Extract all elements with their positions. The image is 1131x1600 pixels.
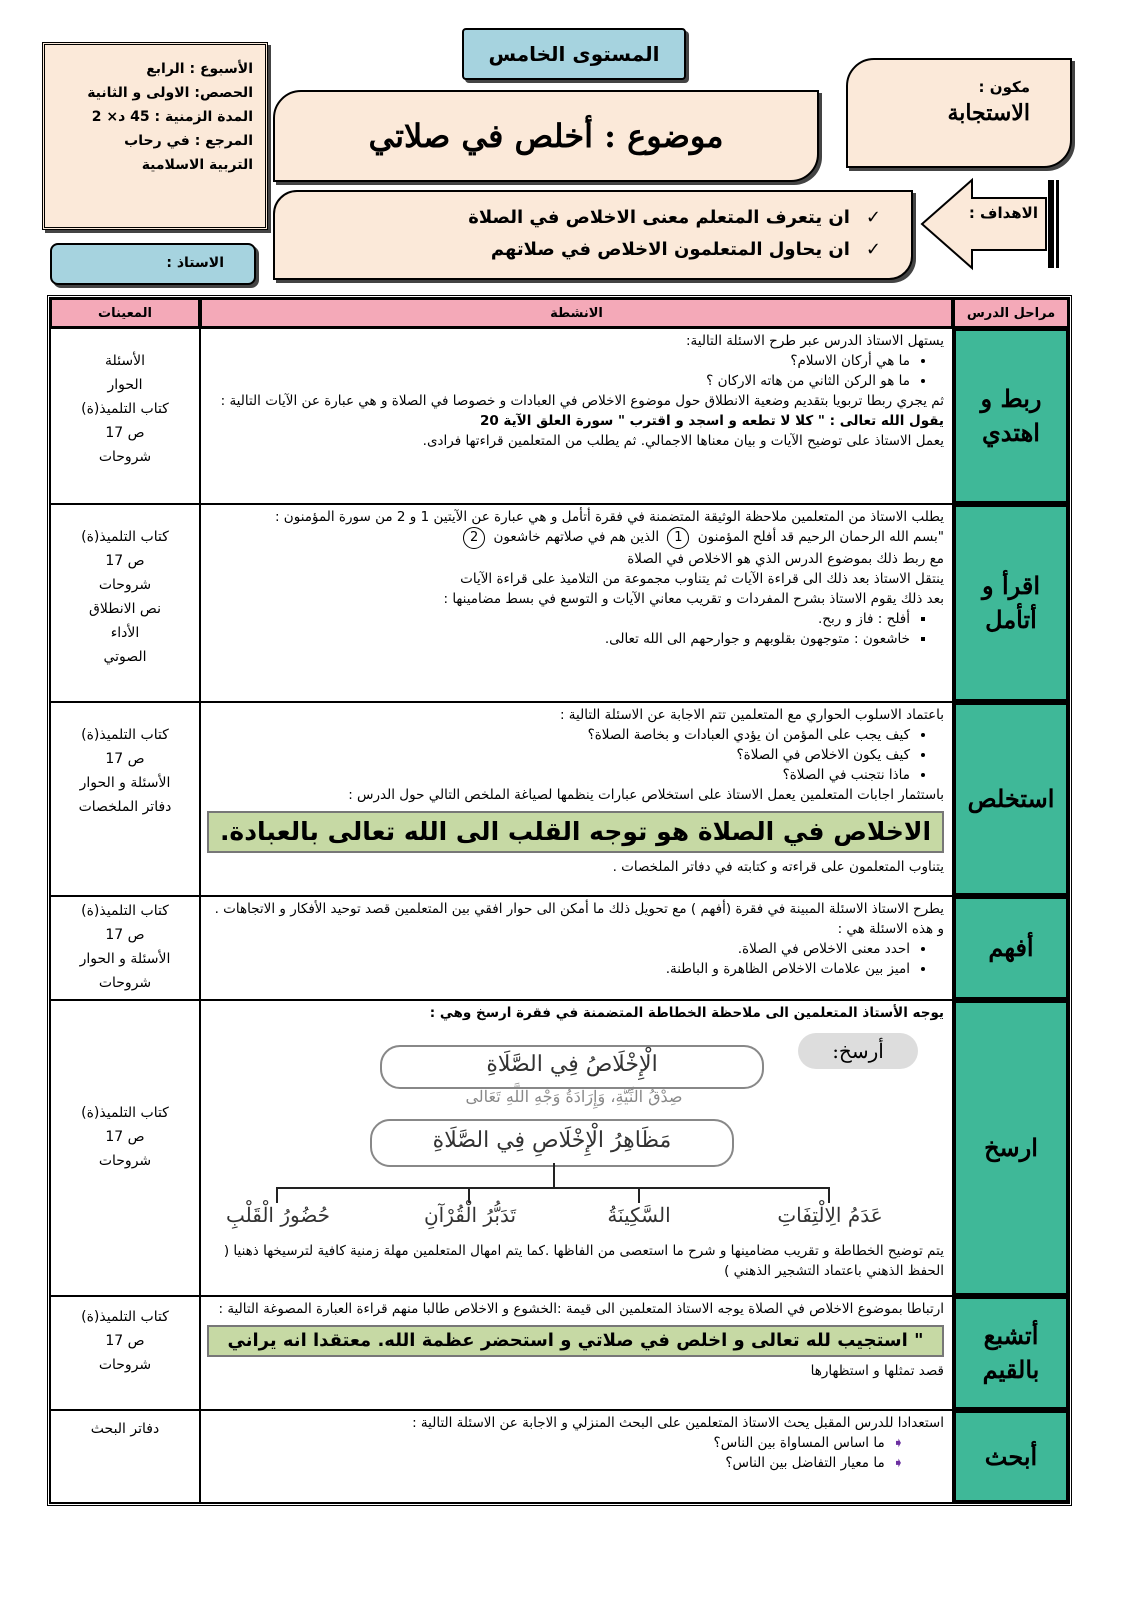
irsakh-badge: أرسخ: [798,1033,918,1069]
connector-line [276,1187,278,1203]
table-row [50,328,1069,504]
activities-cell: يوجه الأستاذ المتعلمين الى ملاحظة الخطاطة المتضمنة في فقرة ارسخ وهي : أرسخ: الْإِخْلَاصُ فِي الصَّلَاةِ صِدْقُ النِّيَّةِ، وَإِرَادَةُ وَجْهِ اللَّهِ تَعَالَى مَظَاهِرُ الْإِخْلَاصِ فِي الصَّلَاةِ عَدَمُ الِالْتِفَاتِ السَّكِينَةُ تَدَبُّرُ الْقُرْآنِ حُضُورُ الْقَلْبِ يتم توضيح الخطاطة و تقريب مضامينها و شرح ما استعصى من الفاظها .كما يتم امهال المتعلمين مهلة زمنية كافية لترسيخها ذهنيا ( الحفظ الذهني باعتماد التشجير الذهني ) [200,1000,953,1296]
connector-line [828,1187,830,1203]
verse-line: "بسم الله الرحمان الرحيم قد أفلح المؤمنون 1 الذين هم في صلاتهم خاشعون 2 [207,527,944,549]
list-item: ➧ما معيار التفاضل بين الناس؟ [725,1455,904,1471]
activities-cell: يستهل الاستاذ الدرس عبر طرح الاسئلة التالية: • ما هي أركان الاسلام؟ • ما هو الركن الثاني من هاته الاركان ؟ ثم يجري ربطا تربويا بتقديم وضعية الانطلاق حول موضوع الاخلاص في العبادات و خصوصا في الصلاة و هي عبارة عن الآيات التالية : يقول الله تعالى : " كلا لا تطعه و اسجد و اقترب " سورة العلق الآية 20 يعمل الاستاذ على توضيح الآيات و بيان معناها الاجمالي. ثم يطلب من المتعلمين قراءتها فرادى. [200,328,953,504]
connector-line [553,1163,555,1187]
component-box [846,58,1072,168]
stage-cell: استخلص [953,702,1069,896]
question-list [207,725,944,785]
connector-line [638,1187,640,1203]
left-arrow-icon [920,176,1062,272]
list-item: • ما هي أركان الاسلام؟ [207,351,910,371]
list-item: • كيف يكون الاخلاص في الصلاة؟ [207,745,910,765]
duration-line: المدة الزمنية : 45 د× 2 [91,109,253,125]
table-row [50,1000,1069,1296]
goals-label: الاهداف : [968,204,1038,222]
diagram-branch: عَدَمُ الِالْتِفَاتِ [777,1203,883,1227]
diagram-subtitle: مَظَاهِرُ الْإِخْلَاصِ فِي الصَّلَاةِ [370,1119,734,1167]
diagram-branch: حُضُورُ الْقَلْبِ [225,1203,331,1227]
resources-cell: دفاتر البحث [50,1410,200,1503]
irsakh-diagram [207,1031,944,1241]
topic-title: موضوع : أخلص في صلاتي [368,117,724,155]
diagram-title: الْإِخْلَاصُ فِي الصَّلَاةِ [380,1045,764,1089]
table-row [50,896,1069,1000]
lesson-table [47,295,1072,1506]
check-icon: ✓ [865,207,881,228]
sessions-line: الحصص: الاولى و الثانية [87,85,253,101]
table-row [50,504,1069,702]
header-activities: الانشطة [200,298,953,328]
list-item: ➧ما اساس المساواة بين الناس؟ [713,1435,904,1451]
level-box [462,28,686,80]
resources-cell: الأسئلة الحوار كتاب التلميذ(ة) ص 17 شروحات [50,328,200,504]
reference-line-1: المرجع : في رحاب [124,133,253,149]
level-text: المستوى الخامس [488,42,660,66]
week-line: الأسبوع : الرابع [146,61,253,77]
resources-cell: كتاب التلميذ(ة) ص 17 شروحات [50,1296,200,1410]
table-header [50,298,1069,328]
list-item: • ما هو الركن الثاني من هاته الاركان ؟ [207,371,910,391]
table-row [50,702,1069,896]
header-resources: المعينات [50,298,200,328]
teacher-box [50,243,256,285]
diagram-branch: السَّكِينَةُ [607,1203,671,1227]
component-value: الاستجابة [947,100,1030,126]
resources-cell: كتاب التلميذ(ة) ص 17 شروحات [50,1000,200,1296]
stage-cell: اقرأ و أتأمل [953,504,1069,702]
stage-cell: أتشبع بالقيم [953,1296,1069,1410]
topic-box [273,90,819,182]
activities-cell: يطرح الاستاذ الاسئلة المبينة في فقرة (أفهم ) مع تحويل ذلك ما أمكن الى حوار افقي بين المتعلمين قصد توحيد الأفكار و الاتجاهات . و هذه الاسئلة هي : • احدد معنى الاخلاص في الصلاة. • اميز بين علامات الاخلاص الظاهرة و الباطنة. [200,896,953,1000]
table-row [50,1410,1069,1503]
list-item: • ماذا نتجنب في الصلاة؟ [207,765,910,785]
list-item: ▪ أفلح : فاز و ربح. [207,609,910,629]
lesson-summary: الاخلاص في الصلاة هو توجه القلب الى الله تعالى بالعبادة. [207,811,944,853]
verse-number: 2 [463,527,485,549]
list-item: • كيف يجب على المؤمن ان يؤدي العبادات و بخاصة الصلاة؟ [207,725,910,745]
stage-cell: أبحث [953,1410,1069,1503]
header-stages: مراحل الدرس [953,298,1069,328]
question-list [207,351,944,391]
resources-cell: كتاب التلميذ(ة) ص 17 الأسئلة و الحوار شروحات [50,896,200,1000]
activities-cell: باعتماد الاسلوب الحواري مع المتعلمين تتم الاجابة عن الاسئلة التالية : • كيف يجب على المؤمن ان يؤدي العبادات و بخاصة الصلاة؟ • كيف يكون الاخلاص في الصلاة؟ • ماذا نتجنب في الصلاة؟ باستثمار اجابات المتعلمين يعمل الاستاذ على استخلاص عبارات ينظمها لصياغة الملخص التالي حول الدرس : الاخلاص في الصلاة هو توجه القلب الى الله تعالى بالعبادة. يتناوب المتعلمون على قراءته و كتابته في دفاتر الملخصات . [200,702,953,896]
arrow-bullet-icon: ➧ [892,1455,904,1471]
diagram-branch: تَدَبُّرُ الْقُرْآنِ [423,1203,517,1227]
goals-box [273,190,913,280]
list-item: • اميز بين علامات الاخلاص الظاهرة و الباطنة. [207,959,910,979]
teacher-label: الاستاذ : [166,255,224,271]
verse-number: 1 [667,527,689,549]
connector-line [276,1187,830,1189]
connector-line [468,1187,470,1203]
activities-cell: ارتباطا بموضوع الاخلاص في الصلاة يوجه الاستاذ المتعلمين الى قيمة :الخشوع و الاخلاص طالبا منهم قراءة العبارة المصوغة التالية : " استجيب لله تعالى و اخلص في صلاتي و استحضر عظمة الله. معتقدا انه يراني قصد تمثلها و استظهارها [200,1296,953,1410]
resources-cell: كتاب التلميذ(ة) ص 17 الأسئلة و الحوار دفاتر الملخصات [50,702,200,896]
activities-cell: استعدادا للدرس المقبل يحث الاستاذ المتعلمين على البحث المنزلي و الاجابة عن الاسئلة التالية : ➧ما اساس المساواة بين الناس؟ ➧ما معيار التفاضل بين الناس؟ [200,1410,953,1503]
component-label: مكون : [978,78,1030,96]
info-box [42,42,268,230]
diagram-definition: صِدْقُ النِّيَّةِ، وَإِرَادَةُ وَجْهِ اللَّهِ تَعَالَى [465,1087,683,1106]
activities-cell: يطلب الاستاذ من المتعلمين ملاحظة الوثيقة المتضمنة في فقرة أتأمل و هي عبارة عن الآيتين 1 و 2 من سورة المؤمنون : "بسم الله الرحمان الرحيم قد أفلح المؤمنون 1 الذين هم في صلاتهم خاشعون 2 مع ربط ذلك بموضوع الدرس الذي هو الاخلاص في الصلاة ينتقل الاستاذ بعد ذلك الى قراءة الآيات ثم يتناوب مجموعة من التلاميذ على قراءة الآيات بعد ذلك يقوم الاستاذ بشرح المفردات و تقريب معاني الآيات و التوسع في بسط مضامينها : ▪ أفلح : فاز و ربح. ▪ خاشعون : متوجهون بقلوبهم و جوارحهم الى الله تعالى. [200,504,953,702]
question-list [207,939,944,979]
vocab-list [207,609,944,649]
value-statement: " استجيب لله تعالى و اخلص في صلاتي و استحضر عظمة الله. معتقدا انه يراني [207,1325,944,1357]
list-item: ▪ خاشعون : متوجهون بقلوبهم و جوارحهم الى الله تعالى. [207,629,910,649]
goal-item: ✓ان يحاول المتعلمون الاخلاص في صلاتهم [490,239,881,260]
goal-item: ✓ان يتعرف المتعلم معنى الاخلاص في الصلاة [468,207,881,228]
arrow-bullet-icon: ➧ [892,1435,904,1451]
resources-cell: كتاب التلميذ(ة) ص 17 شروحات نص الانطلاق الأداء الصوتي [50,504,200,702]
reference-line-2: التربية الاسلامية [141,157,253,173]
stage-cell: ربط و اهتدي [953,328,1069,504]
stage-cell: أفهم [953,896,1069,1000]
list-item: • احدد معنى الاخلاص في الصلاة. [207,939,910,959]
check-icon: ✓ [865,239,881,260]
table-row [50,1296,1069,1410]
stage-cell: ارسخ [953,1000,1069,1296]
